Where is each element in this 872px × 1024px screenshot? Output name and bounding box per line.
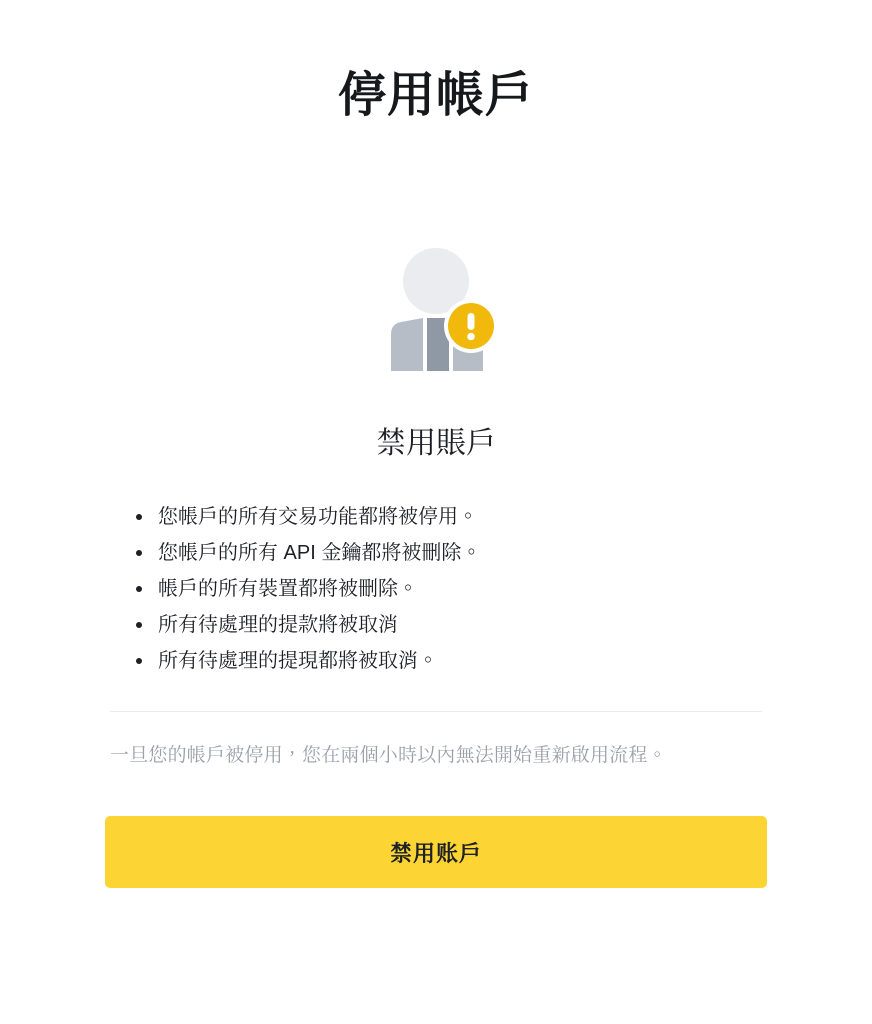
list-item-label: 所有待處理的提現都將被取消。: [158, 650, 438, 672]
bullet-dot-icon: [136, 586, 142, 592]
list-item-label: 您帳戶的所有交易功能都將被停用。: [158, 506, 478, 528]
list-item: [130, 499, 872, 535]
bullet-dot-icon: [136, 622, 142, 628]
divider: [110, 711, 762, 712]
reactivation-note: 一旦您的帳戶被停用，您在兩個小時以內無法開始重新啟用流程。: [110, 745, 667, 766]
list-item: [130, 643, 872, 679]
page-title: 停用帳戶: [337, 69, 534, 122]
cta-container: [105, 816, 767, 888]
section-heading: 禁用賬戶: [376, 427, 496, 460]
list-item: [130, 571, 872, 607]
user-disabled-warning-illustration: [361, 226, 511, 376]
disable-account-button[interactable]: 禁用账户: [105, 816, 767, 888]
bullet-dot-icon: [136, 550, 142, 556]
list-item-label: 您帳戶的所有 API 金鑰都將被刪除。: [158, 542, 482, 564]
list-item-label: 帳戶的所有裝置都將被刪除。: [158, 578, 418, 600]
consequences-list: [0, 499, 872, 679]
bullet-dot-icon: [136, 514, 142, 520]
bullet-dot-icon: [136, 658, 142, 664]
list-item: [130, 535, 872, 571]
illustration-container: [0, 226, 872, 376]
list-item: [130, 607, 872, 643]
list-item-label: 所有待處理的提款將被取消: [158, 614, 398, 636]
